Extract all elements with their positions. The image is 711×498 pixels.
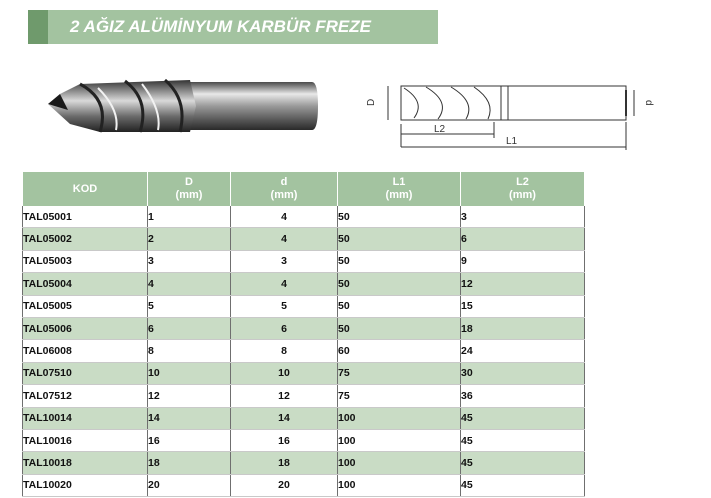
cell-d: 14 (231, 407, 338, 429)
page-title: 2 AĞIZ ALÜMİNYUM KARBÜR FREZE (70, 17, 371, 36)
cell-L2: 36 (461, 385, 585, 407)
table-row (23, 452, 585, 474)
cell-L1: 50 (338, 273, 461, 295)
table-row (23, 228, 585, 250)
diagram-label-L2: L2 (434, 124, 446, 135)
cell-L2: 24 (461, 340, 585, 362)
table-row (23, 340, 585, 362)
cell-L1: 50 (338, 295, 461, 317)
cell-L2: 6 (461, 228, 585, 250)
cell-d: 3 (231, 250, 338, 272)
cell-D: 10 (148, 362, 231, 384)
table-row (23, 385, 585, 407)
cell-D: 4 (148, 273, 231, 295)
cell-d: 4 (231, 273, 338, 295)
cell-L2: 45 (461, 452, 585, 474)
title-banner (28, 10, 438, 44)
cell-d: 4 (231, 228, 338, 250)
diagram-label-D: D (366, 98, 377, 106)
cell-L2: 9 (461, 250, 585, 272)
cell-kod: TAL05001 (23, 206, 148, 228)
cell-d: 16 (231, 429, 338, 451)
cell-d: 18 (231, 452, 338, 474)
table-row (23, 273, 585, 295)
header-L1: L1 (mm) (338, 172, 461, 206)
table-header-row (23, 172, 585, 206)
cell-L2: 12 (461, 273, 585, 295)
cell-L2: 45 (461, 407, 585, 429)
cell-L1: 100 (338, 429, 461, 451)
cell-D: 12 (148, 385, 231, 407)
table-row (23, 407, 585, 429)
table-row (23, 474, 585, 496)
cell-L1: 100 (338, 407, 461, 429)
cell-L1: 50 (338, 317, 461, 339)
end-mill-photo (40, 70, 320, 142)
cell-kod: TAL07512 (23, 385, 148, 407)
cell-d: 12 (231, 385, 338, 407)
diagram-label-L1: L1 (506, 136, 518, 147)
cell-L2: 18 (461, 317, 585, 339)
cell-D: 8 (148, 340, 231, 362)
cell-kod: TAL06008 (23, 340, 148, 362)
dimension-diagram (356, 72, 668, 154)
cell-D: 16 (148, 429, 231, 451)
cell-D: 5 (148, 295, 231, 317)
cell-D: 20 (148, 474, 231, 496)
table-row (23, 362, 585, 384)
cell-d: 20 (231, 474, 338, 496)
cell-D: 3 (148, 250, 231, 272)
cell-L2: 45 (461, 474, 585, 496)
cell-L2: 3 (461, 206, 585, 228)
cell-D: 14 (148, 407, 231, 429)
table-row (23, 206, 585, 228)
cell-L2: 15 (461, 295, 585, 317)
cell-d: 4 (231, 206, 338, 228)
table-row (23, 295, 585, 317)
cell-kod: TAL05005 (23, 295, 148, 317)
table-row (23, 250, 585, 272)
header-D: D (mm) (148, 172, 231, 206)
cell-d: 5 (231, 295, 338, 317)
cell-d: 8 (231, 340, 338, 362)
header-L2: L2 (mm) (461, 172, 585, 206)
cell-D: 1 (148, 206, 231, 228)
header-kod: KOD (23, 172, 148, 206)
cell-kod: TAL05004 (23, 273, 148, 295)
cell-L2: 45 (461, 429, 585, 451)
cell-L1: 60 (338, 340, 461, 362)
cell-L1: 75 (338, 362, 461, 384)
title-accent-block (28, 10, 48, 44)
cell-kod: TAL10020 (23, 474, 148, 496)
spec-table (22, 172, 585, 497)
cell-kod: TAL10016 (23, 429, 148, 451)
cell-L1: 100 (338, 474, 461, 496)
cell-D: 2 (148, 228, 231, 250)
cell-kod: TAL05006 (23, 317, 148, 339)
cell-L1: 75 (338, 385, 461, 407)
cell-kod: TAL10018 (23, 452, 148, 474)
cell-d: 10 (231, 362, 338, 384)
cell-kod: TAL05003 (23, 250, 148, 272)
header-d: d (mm) (231, 172, 338, 206)
cell-L2: 30 (461, 362, 585, 384)
cell-d: 6 (231, 317, 338, 339)
cell-kod: TAL05002 (23, 228, 148, 250)
table-row (23, 317, 585, 339)
cell-D: 6 (148, 317, 231, 339)
cell-L1: 100 (338, 452, 461, 474)
cell-L1: 50 (338, 228, 461, 250)
cell-L1: 50 (338, 206, 461, 228)
table-row (23, 429, 585, 451)
cell-L1: 50 (338, 250, 461, 272)
cell-kod: TAL10014 (23, 407, 148, 429)
cell-D: 18 (148, 452, 231, 474)
diagram-label-d: d (643, 100, 654, 106)
cell-kod: TAL07510 (23, 362, 148, 384)
